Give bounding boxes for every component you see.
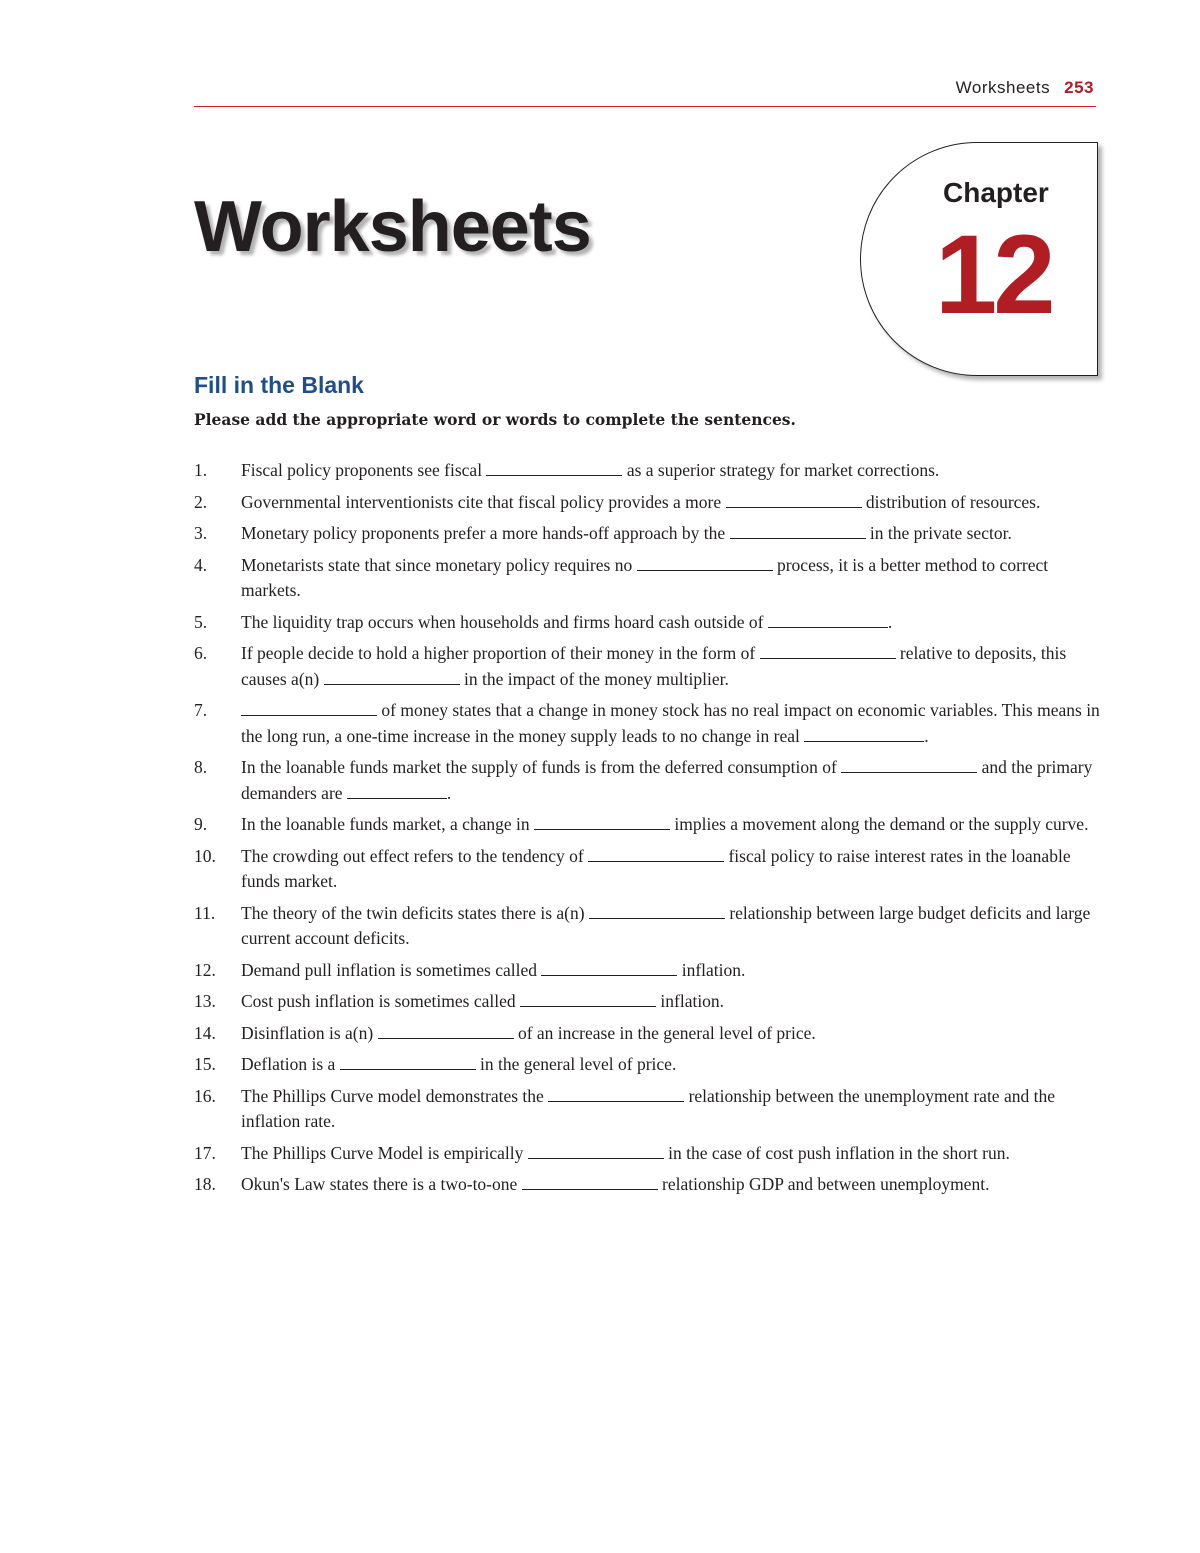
answer-blank[interactable]	[522, 1172, 658, 1190]
question-text-part: of an increase in the general level of price.	[513, 1022, 816, 1043]
question-text-part: distribution of resources.	[861, 491, 1041, 512]
question-item	[194, 1172, 1100, 1198]
answer-blank[interactable]	[241, 698, 377, 716]
question-text	[241, 1172, 1100, 1198]
question-number: 6.	[194, 643, 208, 663]
question-text-part: The Phillips Curve Model is empirically	[241, 1142, 528, 1163]
question-list	[194, 458, 1100, 1204]
question-text	[241, 553, 1100, 604]
question-text-part: relationship between the unemployment rate and the inflation rate.	[241, 1085, 1055, 1131]
answer-blank[interactable]	[804, 724, 924, 742]
section-instructions: Please add the appropriate word or words to complete the sentences.	[194, 410, 796, 429]
question-item	[194, 698, 1100, 749]
question-text-part: of money states that a change in money stock has no real impact on economic variables. This means in the long run, a one-time increase in the money supply leads to no change in real	[241, 700, 1100, 746]
question-item	[194, 989, 1100, 1015]
answer-blank[interactable]	[588, 844, 724, 862]
answer-blank[interactable]	[726, 490, 862, 508]
question-text	[241, 521, 1100, 547]
question-item	[194, 901, 1100, 952]
question-text	[241, 610, 1100, 636]
question-text-part: Disinflation is a(n)	[241, 1022, 378, 1043]
question-text-part: Okun's Law states there is a two-to-one	[241, 1174, 522, 1194]
answer-blank[interactable]	[347, 781, 447, 799]
question-text-part: In the loanable funds market the supply of funds is from the deferred consumption of	[241, 757, 842, 777]
chapter-number: 12	[935, 212, 1052, 337]
question-number: 8.	[194, 757, 208, 777]
question-text	[241, 1052, 1100, 1078]
question-text-part: relationship between large budget deficits and large current account deficits.	[241, 902, 1091, 948]
question-number: 14.	[194, 1022, 216, 1043]
question-text-part: Deflation is a	[241, 1054, 340, 1074]
question-number: 13.	[194, 991, 216, 1011]
question-text-part: Monetary policy proponents prefer a more hands-off approach by the	[241, 523, 730, 543]
question-text-part: in the private sector.	[865, 523, 1012, 543]
question-text	[241, 698, 1100, 749]
question-text-part: The theory of the twin deficits states there is a(n)	[241, 902, 589, 923]
answer-blank[interactable]	[378, 1021, 514, 1039]
question-number: 1.	[194, 460, 208, 480]
question-text-part: If people decide to hold a higher proportion of their money in the form of	[241, 643, 760, 663]
question-number: 10.	[194, 845, 216, 866]
question-text-part: .	[887, 611, 893, 632]
running-head-title: Worksheets	[955, 78, 1051, 97]
question-text-part: Fiscal policy proponents see fiscal	[241, 460, 487, 480]
question-number: 16.	[194, 1085, 216, 1106]
question-item	[194, 1084, 1100, 1135]
question-text	[241, 490, 1100, 516]
question-item	[194, 755, 1100, 806]
question-text	[241, 958, 1100, 984]
question-item	[194, 521, 1100, 547]
question-text	[241, 1084, 1100, 1135]
question-text-part: as a superior strategy for market corrections.	[622, 460, 940, 480]
question-number: 2.	[194, 491, 208, 512]
question-text	[241, 458, 1100, 484]
header-rule	[194, 106, 1096, 107]
question-text-part: In the loanable funds market, a change in	[241, 814, 535, 834]
question-text	[241, 641, 1100, 692]
question-text-part: in the case of cost push inflation in the short run.	[663, 1142, 1010, 1163]
question-text-part: Cost push inflation is sometimes called	[241, 991, 521, 1011]
section-heading: Fill in the Blank	[194, 372, 364, 398]
question-text-part: fiscal policy to raise interest rates in the loanable funds market.	[241, 845, 1071, 891]
answer-blank[interactable]	[730, 521, 866, 539]
question-text	[241, 755, 1100, 806]
chapter-badge	[860, 142, 1098, 376]
answer-blank[interactable]	[760, 641, 896, 659]
answer-blank[interactable]	[486, 458, 622, 476]
question-number: 12.	[194, 959, 216, 980]
question-item	[194, 844, 1100, 895]
question-text-part: process, it is a better method to correct markets.	[241, 554, 1049, 600]
question-item	[194, 958, 1100, 984]
question-item	[194, 490, 1100, 516]
answer-blank[interactable]	[324, 667, 460, 685]
question-text-part: and the primary demanders are	[241, 757, 1093, 803]
question-number: 11.	[194, 902, 216, 923]
question-text	[241, 901, 1100, 952]
question-item	[194, 553, 1100, 604]
question-text-part: Monetarists state that since monetary policy requires no	[241, 554, 637, 575]
question-text	[241, 844, 1100, 895]
question-item	[194, 1052, 1100, 1078]
question-text-part: The Phillips Curve model demonstrates the	[241, 1085, 549, 1106]
answer-blank[interactable]	[589, 901, 725, 919]
question-item	[194, 1021, 1100, 1047]
question-text-part: in the impact of the money multiplier.	[459, 668, 729, 689]
question-text-part: relationship GDP and between unemployment.	[657, 1174, 990, 1194]
question-item	[194, 458, 1100, 484]
question-number: 17.	[194, 1142, 216, 1163]
answer-blank[interactable]	[534, 812, 670, 830]
question-number: 18.	[194, 1174, 216, 1194]
question-number: 4.	[194, 554, 208, 575]
question-item	[194, 812, 1100, 838]
question-text	[241, 812, 1100, 838]
answer-blank[interactable]	[541, 958, 677, 976]
question-text	[241, 989, 1100, 1015]
question-number: 15.	[194, 1054, 216, 1074]
answer-blank[interactable]	[548, 1084, 684, 1102]
page-title: Worksheets	[194, 187, 591, 267]
question-text-part: implies a movement along the demand or the supply curve.	[670, 814, 1089, 834]
question-text	[241, 1141, 1100, 1167]
question-text-part: Governmental interventionists cite that fiscal policy provides a more	[241, 491, 726, 512]
answer-blank[interactable]	[768, 610, 888, 628]
question-text-part: inflation.	[656, 991, 725, 1011]
question-text-part: .	[924, 725, 929, 746]
answer-blank[interactable]	[520, 989, 656, 1007]
question-number: 3.	[194, 523, 208, 543]
question-text-part: Demand pull inflation is sometimes called	[241, 959, 542, 980]
question-item	[194, 610, 1100, 636]
question-text-part: .	[446, 782, 452, 803]
question-text-part: inflation.	[677, 959, 746, 980]
question-text-part: The crowding out effect refers to the tendency of	[241, 845, 589, 866]
question-text-part: in the general level of price.	[475, 1054, 677, 1074]
question-text-part: relative to deposits, this causes a(n)	[241, 643, 1067, 689]
answer-blank[interactable]	[637, 553, 773, 571]
question-number: 5.	[194, 611, 208, 632]
page-number: 253	[1064, 78, 1094, 97]
question-number: 9.	[194, 814, 208, 834]
question-item	[194, 1141, 1100, 1167]
question-number: 7.	[194, 700, 208, 720]
answer-blank[interactable]	[340, 1052, 476, 1070]
question-text-part: The liquidity trap occurs when households and firms hoard cash outside of	[241, 611, 768, 632]
answer-blank[interactable]	[528, 1141, 664, 1159]
answer-blank[interactable]	[841, 755, 977, 773]
question-item	[194, 641, 1100, 692]
question-text	[241, 1021, 1100, 1047]
chapter-label: Chapter	[943, 177, 1049, 208]
running-head	[956, 78, 1094, 98]
